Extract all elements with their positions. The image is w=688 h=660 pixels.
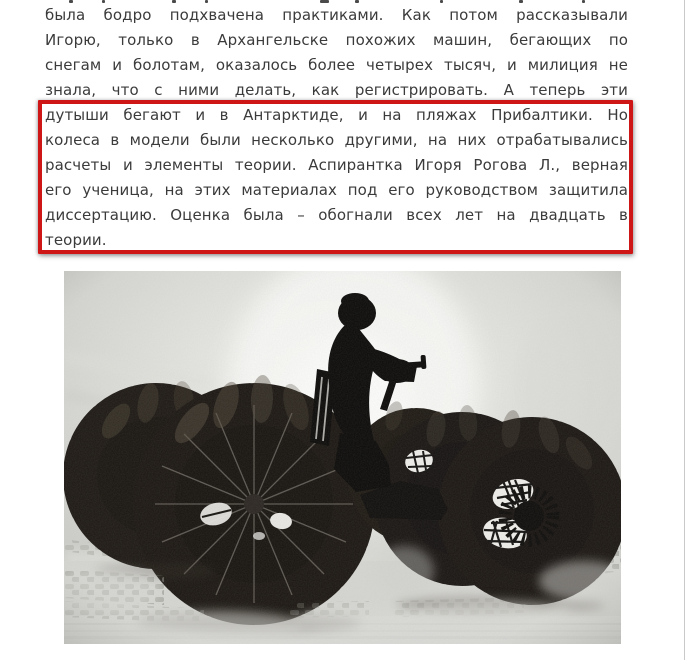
paragraph-line: знала, что с ними делать, как регистрировать. А теперь эти xyxy=(45,81,628,99)
paragraph-line: снегам и болотам, оказалось более четырех тысяч, и милиция не xyxy=(45,56,628,74)
paragraph-line: диссертацию. Оценка была – обогнали всех лет на двадцать в xyxy=(45,206,628,224)
paragraph-line: расчеты и элементы теории. Аспирантка Игоря Рогова Л., верная xyxy=(45,156,628,174)
paragraph-line: дутыши бегают и в Антарктиде, и на пляжах Прибалтики. Но xyxy=(45,106,628,124)
paragraph-line: теории. xyxy=(45,231,107,249)
page-right-border xyxy=(684,0,685,660)
vignette xyxy=(64,271,621,644)
vehicle-photo xyxy=(64,271,621,644)
paragraph-line: колеса в модели были несколько другими, на них отрабатывались xyxy=(45,131,628,149)
article-paragraph xyxy=(45,3,628,253)
paragraph-line: Игорю, только в Архангельске похожих машин, бегающих по xyxy=(45,31,628,49)
paragraph-line: была бодро подхвачена практиками. Как потом рассказывали xyxy=(45,6,628,24)
paragraph-line: его ученица, на этих материалах под его руководством защитила xyxy=(45,181,628,199)
vehicle-photo-art xyxy=(64,271,621,644)
